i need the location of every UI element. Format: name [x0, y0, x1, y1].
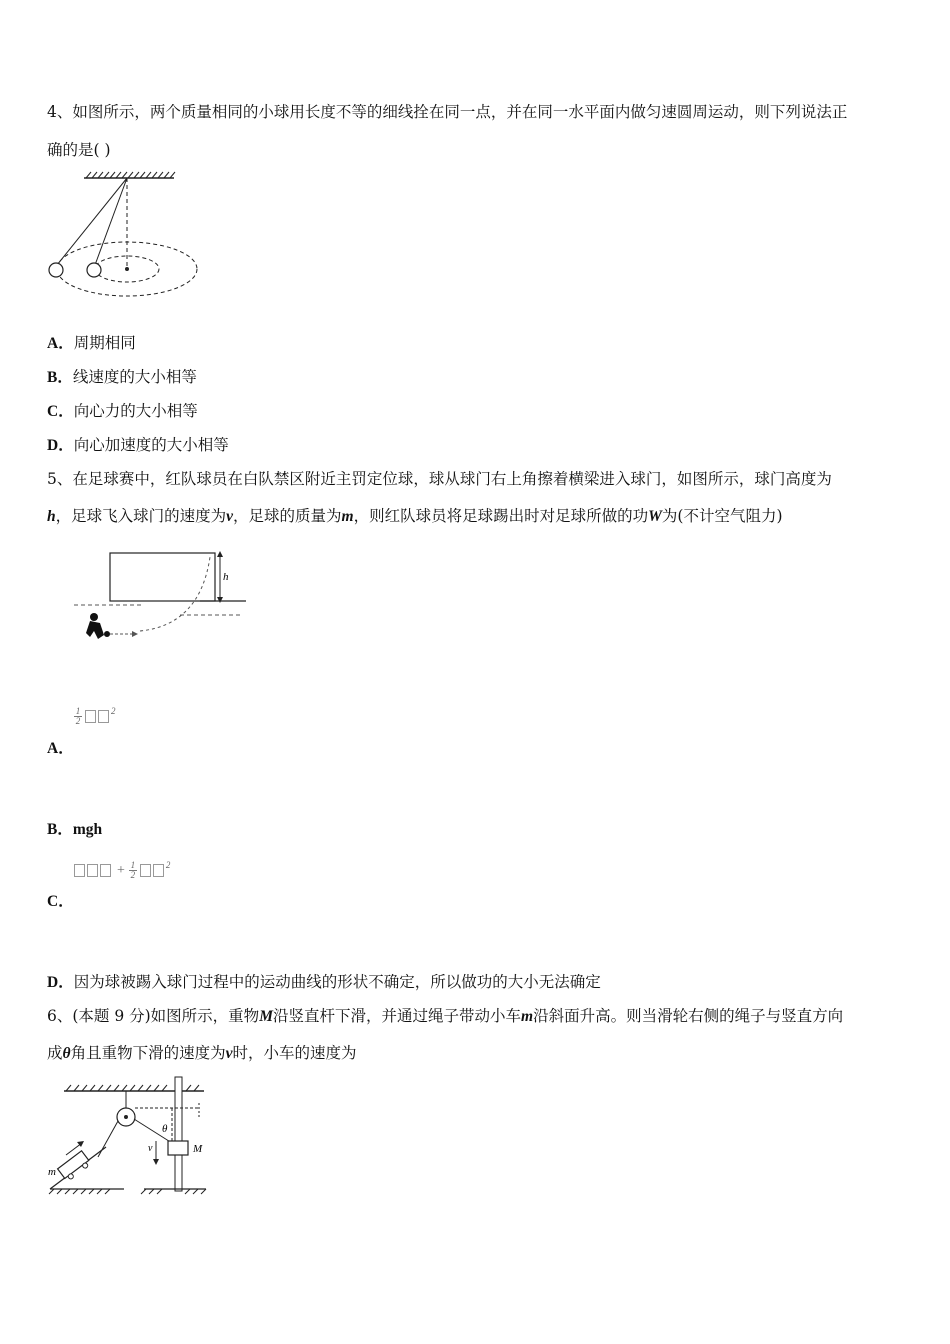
- svg-text:v: v: [148, 1143, 153, 1154]
- q4-option-c[interactable]: C．向心力的大小相等: [47, 402, 198, 420]
- q4-stem-line2: 确的是( ): [47, 141, 111, 159]
- q5-stem-line1: 5、在足球赛中，红队球员在白队禁区附近主罚定位球，球从球门右上角擦着横梁进入球门，如图所示，球门高度为: [47, 470, 832, 488]
- q5-figure: [70, 545, 255, 655]
- q4-option-d[interactable]: D．向心加速度的大小相等: [47, 436, 229, 454]
- q4-figure: [44, 170, 204, 300]
- q6-figure: [44, 1075, 214, 1195]
- q4-option-b[interactable]: B．线速度的大小相等: [47, 368, 197, 386]
- q4-option-a[interactable]: A．周期相同: [47, 334, 136, 352]
- svg-text:m: m: [48, 1166, 56, 1178]
- q6-stem-line2: 成θ角且重物下滑的速度为v时，小车的速度为: [47, 1044, 357, 1062]
- q5-option-c[interactable]: C．: [47, 893, 74, 910]
- q5-option-a-formula: $\frac{1}{2}$ $^2$: [75, 705, 116, 726]
- q5-option-b[interactable]: B．mgh: [47, 821, 103, 838]
- q6-stem-line1: 6、(本题 9 分)如图所示，重物M沿竖直杆下滑，并通过绳子带动小车m沿斜面升高。则当滑轮右侧的绳子与竖直方向: [47, 1007, 844, 1025]
- q4-stem-line1: 4、如图所示，两个质量相同的小球用长度不等的细线拴在同一点，并在同一水平面内做匀速圆周运动，则下列说法正: [47, 103, 848, 121]
- svg-text:θ: θ: [162, 1123, 168, 1135]
- q5-option-c-formula: + $\frac{1}{2}$ $^2$: [74, 860, 170, 880]
- svg-text:M: M: [193, 1143, 203, 1155]
- q5-stem-line2: h，足球飞入球门的速度为v，足球的质量为m，则红队球员将足球踢出时对足球所做的功W为(不计空气阻力): [47, 507, 783, 525]
- q5-option-a[interactable]: A．: [47, 740, 74, 757]
- q5-option-d[interactable]: D．因为球被踢入球门过程中的运动曲线的形状不确定，所以做功的大小无法确定: [47, 973, 601, 991]
- svg-text:h: h: [223, 571, 229, 583]
